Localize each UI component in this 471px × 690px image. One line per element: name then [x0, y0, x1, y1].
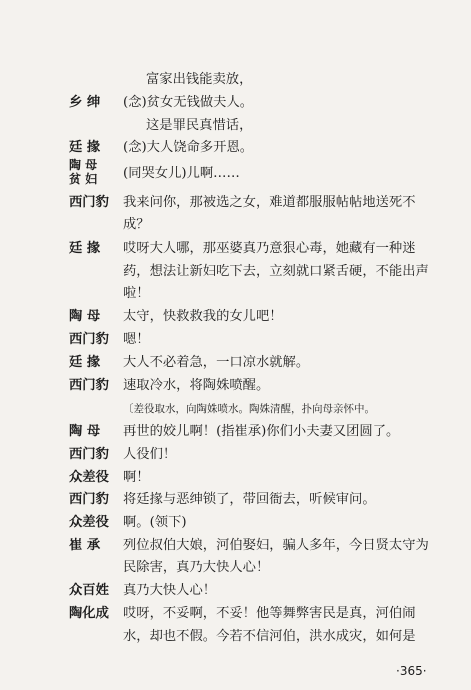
speaker-label: 陶 母 — [69, 309, 101, 324]
dialogue-line: 啦！ — [123, 286, 150, 301]
dialogue-line: (同哭女儿)儿啊…… — [123, 166, 240, 181]
speaker-label: 廷 掾 — [69, 140, 101, 155]
speaker-label: 廷 掾 — [69, 355, 101, 370]
speaker-label: 众差役 — [69, 515, 109, 530]
dialogue-line: 药，想法让新妇吃下去，立刻就口紧舌硬，不能出声 — [123, 264, 429, 279]
speaker-label: 贫 妇 — [69, 172, 98, 186]
verse-line: 富家出钱能卖放， — [146, 72, 253, 87]
dialogue-line: 啊！ — [123, 470, 150, 485]
dialogue-line: 再世的姣儿啊！(指崔承)你们小夫妻又团圆了。 — [123, 424, 400, 439]
speaker-label: 陶 母 — [69, 424, 101, 439]
page-number — [396, 664, 427, 678]
speaker-label: 陶 母 — [69, 158, 98, 172]
dialogue-line: 我来问你，那被选之女，难道都服服帖帖地送死不 — [123, 195, 416, 210]
speaker-label: 陶化成 — [69, 606, 109, 621]
speaker-label: 崔 承 — [69, 538, 101, 553]
dialogue-line: 啊。(领下) — [123, 515, 187, 530]
stage-direction: 〔差役取水，向陶姝喷水。陶姝清醒，扑向母亲怀中。 — [123, 403, 375, 415]
dialogue-line: 成？ — [123, 217, 150, 232]
speaker-label: 众差役 — [69, 470, 109, 485]
speaker-label: 西门豹 — [69, 332, 109, 347]
dialogue-line: 速取冷水，将陶姝喷醒。 — [123, 378, 270, 393]
speaker-label: 西门豹 — [69, 378, 109, 393]
dialogue-line: 嗯！ — [123, 332, 150, 347]
dialogue-line: 将廷掾与恶绅锁了，带回衙去，听候审问。 — [123, 492, 376, 507]
dialogue-line: 哎呀，不妥啊，不妥！他等舞弊害民是真，河伯闹 — [123, 606, 416, 621]
page-number-dot: · — [396, 664, 400, 678]
dialogue-line: 哎呀大人哪，那巫婆真乃意狠心毒，她藏有一种迷 — [123, 241, 416, 256]
speaker-label: 乡 绅 — [69, 95, 101, 110]
dialogue-line: 真乃大快人心！ — [123, 583, 217, 598]
dialogue-line: (念)大人饶命多开恩。 — [123, 140, 254, 155]
dialogue-line: 人役们！ — [123, 447, 177, 462]
dialogue-line: (念)贫女无钱做夫人。 — [123, 95, 254, 110]
page-number-value: 365 — [399, 664, 423, 678]
dialogue-line: 民除害，真乃大快人心！ — [123, 560, 270, 575]
dialogue-line: 列位叔伯大娘，河伯娶妇，骗人多年，今日贤太守为 — [123, 538, 429, 553]
verse-line: 这是罪民真惜话， — [146, 118, 253, 133]
speaker-label: 众百姓 — [69, 583, 109, 598]
speaker-label: 廷 掾 — [69, 241, 101, 256]
dialogue-line: 大人不必着急，一口凉水就解。 — [123, 355, 310, 370]
speaker-label: 西门豹 — [69, 492, 109, 507]
dialogue-line: 太守，快救救我的女儿吧！ — [123, 309, 283, 324]
speaker-label: 西门豹 — [69, 447, 109, 462]
dialogue-line: 水，却也不假。今若不信河伯，洪水成灾，如何是 — [123, 629, 416, 644]
page-number-dot: · — [422, 664, 427, 678]
speaker-label: 西门豹 — [69, 195, 109, 210]
